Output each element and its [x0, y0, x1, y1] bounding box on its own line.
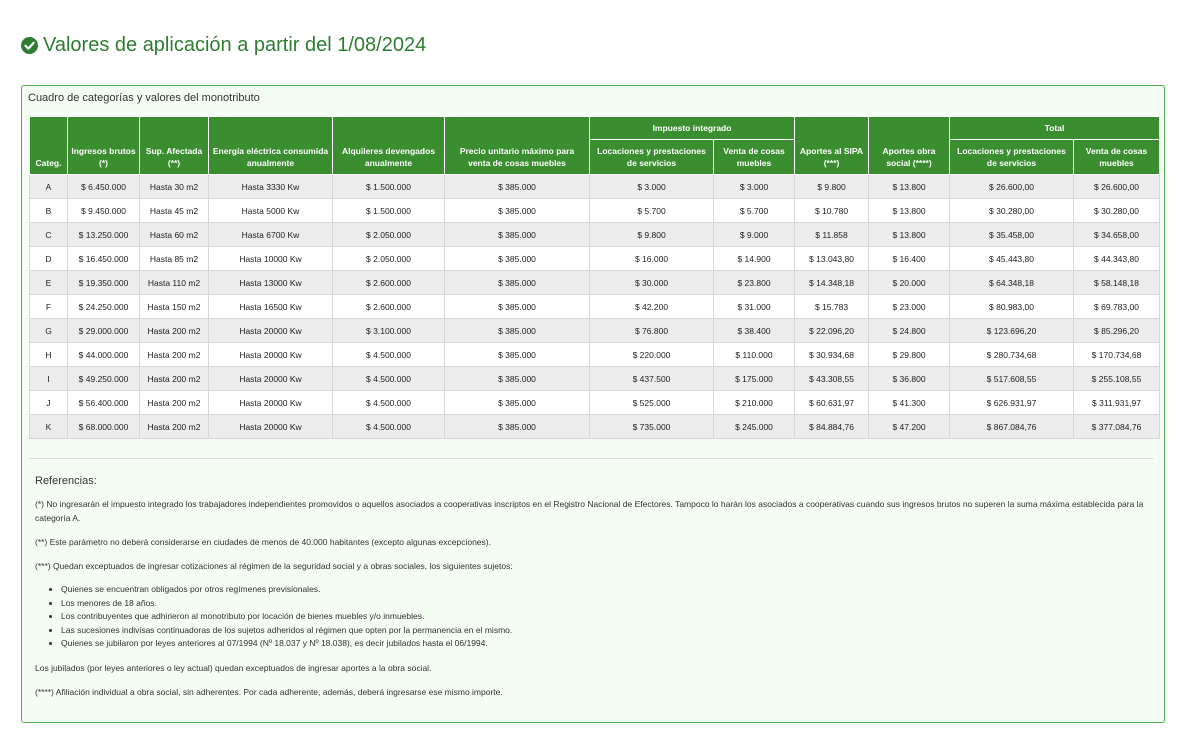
table-cell: $ 84.884,76: [795, 415, 869, 439]
list-item: • Quienes se encuentran obligados por otros regímenes previsionales.: [61, 583, 1147, 597]
table-cell: $ 2.600.000: [333, 271, 445, 295]
list-item: • Los menores de 18 años.: [61, 597, 1147, 611]
list-item: • Quienes se jubilaron por leyes anteriores al 07/1994 (Nº 18.037 y Nº 18.038), es decir jubilados hasta el 06/1994.: [61, 637, 1147, 651]
references-section: [35, 475, 1147, 709]
table-cell: Hasta 45 m2: [140, 199, 209, 223]
table-cell: $ 11.858: [795, 223, 869, 247]
header-categ: Categ.: [30, 117, 68, 175]
table-cell: $ 14.348,18: [795, 271, 869, 295]
table-cell: $ 6.450.000: [68, 175, 140, 199]
table-row: [30, 175, 1160, 199]
table-cell: $ 626.931,97: [950, 391, 1074, 415]
table-cell: $ 13.800: [869, 175, 950, 199]
table-cell: $ 245.000: [714, 415, 795, 439]
header-alquileres: Alquileres devengados anualmente: [333, 117, 445, 175]
table-cell: Hasta 20000 Kw: [209, 391, 333, 415]
table-cell: $ 24.800: [869, 319, 950, 343]
table-cell: $ 85.296,20: [1074, 319, 1160, 343]
table-cell: $ 31.000: [714, 295, 795, 319]
table-cell: $ 9.800: [795, 175, 869, 199]
table-cell: $ 4.500.000: [333, 391, 445, 415]
table-cell: $ 4.500.000: [333, 343, 445, 367]
table-cell: $ 30.280,00: [950, 199, 1074, 223]
table-cell: C: [30, 223, 68, 247]
table-cell: Hasta 3330 Kw: [209, 175, 333, 199]
table-cell: $ 385.000: [445, 175, 590, 199]
table-cell: $ 29.000.000: [68, 319, 140, 343]
table-cell: $ 26.600,00: [950, 175, 1074, 199]
table-cell: Hasta 6700 Kw: [209, 223, 333, 247]
table-cell: $ 13.800: [869, 223, 950, 247]
table-cell: Hasta 20000 Kw: [209, 343, 333, 367]
table-cell: $ 255.108,55: [1074, 367, 1160, 391]
table-cell: $ 36.800: [869, 367, 950, 391]
table-cell: $ 385.000: [445, 367, 590, 391]
table-cell: $ 23.000: [869, 295, 950, 319]
table-cell: E: [30, 271, 68, 295]
table-cell: Hasta 30 m2: [140, 175, 209, 199]
list-item: • Las sucesiones indivisas continuadoras de los sujetos adheridos al régimen que opten por la permanencia en el mismo.: [61, 624, 1147, 638]
table-cell: $ 280.734,68: [950, 343, 1074, 367]
table-cell: $ 385.000: [445, 343, 590, 367]
table-cell: $ 2.600.000: [333, 295, 445, 319]
table-cell: $ 385.000: [445, 319, 590, 343]
table-cell: $ 30.000: [590, 271, 714, 295]
table-cell: $ 4.500.000: [333, 367, 445, 391]
table-cell: $ 385.000: [445, 199, 590, 223]
table-cell: $ 15.783: [795, 295, 869, 319]
table-cell: $ 26.600,00: [1074, 175, 1160, 199]
header-impuesto-venta: Venta de cosas muebles: [714, 140, 795, 175]
header-group-impuesto: Impuesto integrado: [590, 117, 795, 140]
table-cell: $ 517.608,55: [950, 367, 1074, 391]
page-title-text: Valores de aplicación a partir del 1/08/2024: [43, 34, 427, 56]
page-title: [21, 34, 426, 57]
reference-note-1: (*) No ingresarán el impuesto integrado los trabajadores independientes promovidos o aquellos asociados a cooperativas inscriptos en el Registro Nacional de Efectores. Tampoco lo harán los asociados a cooperativas cuando sus ingresos brutos no superen la suma máxima establecida para la categoría A.: [35, 499, 1144, 523]
table-cell: $ 76.800: [590, 319, 714, 343]
list-item: • Los contribuyentes que adhirieron al monotributo por locación de bienes muebles y/o inmuebles.: [61, 610, 1147, 624]
table-cell: $ 1.500.000: [333, 199, 445, 223]
section-divider: [29, 458, 1153, 459]
table-row: [30, 415, 1160, 439]
table-cell: $ 58.148,18: [1074, 271, 1160, 295]
reference-note-4: Los jubilados (por leyes anteriores o ley actual) quedan exceptuados de ingresar aportes a la obra social.: [35, 662, 432, 673]
reference-note-3: (***) Quedan exceptuados de ingresar cotizaciones al régimen de la seguridad social y a obras sociales, los siguientes sujetos:: [35, 561, 513, 571]
table-cell: $ 80.983,00: [950, 295, 1074, 319]
table-cell: $ 64.348,18: [950, 271, 1074, 295]
table-cell: $ 16.000: [590, 247, 714, 271]
table-row: [30, 271, 1160, 295]
table-cell: $ 14.900: [714, 247, 795, 271]
table-cell: Hasta 60 m2: [140, 223, 209, 247]
table-cell: $ 311.931,97: [1074, 391, 1160, 415]
table-cell: $ 13.250.000: [68, 223, 140, 247]
table-cell: A: [30, 175, 68, 199]
table-cell: Hasta 200 m2: [140, 367, 209, 391]
table-cell: $ 2.050.000: [333, 247, 445, 271]
table-cell: Hasta 110 m2: [140, 271, 209, 295]
table-cell: Hasta 13000 Kw: [209, 271, 333, 295]
table-cell: Hasta 20000 Kw: [209, 367, 333, 391]
table-cell: K: [30, 415, 68, 439]
table-cell: Hasta 150 m2: [140, 295, 209, 319]
table-cell: Hasta 200 m2: [140, 343, 209, 367]
table-cell: $ 385.000: [445, 391, 590, 415]
table-cell: $ 110.000: [714, 343, 795, 367]
monotributo-panel: [21, 85, 1165, 723]
table-cell: $ 10.780: [795, 199, 869, 223]
panel-caption: Cuadro de categorías y valores del monotributo: [28, 92, 260, 104]
table-cell: Hasta 5000 Kw: [209, 199, 333, 223]
table-row: [30, 247, 1160, 271]
table-cell: $ 49.250.000: [68, 367, 140, 391]
table-cell: $ 44.343,80: [1074, 247, 1160, 271]
table-cell: $ 30.934,68: [795, 343, 869, 367]
header-superficie: Sup. Afectada (**): [140, 117, 209, 175]
table-cell: $ 3.000: [714, 175, 795, 199]
table-row: [30, 223, 1160, 247]
table-cell: Hasta 20000 Kw: [209, 319, 333, 343]
table-cell: $ 175.000: [714, 367, 795, 391]
table-row: [30, 295, 1160, 319]
table-cell: $ 69.783,00: [1074, 295, 1160, 319]
header-energia: Energía eléctrica consumida anualmente: [209, 117, 333, 175]
table-cell: $ 377.084,76: [1074, 415, 1160, 439]
table-cell: $ 56.400.000: [68, 391, 140, 415]
table-cell: $ 170.734,68: [1074, 343, 1160, 367]
header-group-total: Total: [950, 117, 1160, 140]
table-cell: $ 45.443,80: [950, 247, 1074, 271]
table-cell: $ 867.084,76: [950, 415, 1074, 439]
table-row: [30, 367, 1160, 391]
table-cell: $ 13.043,80: [795, 247, 869, 271]
reference-note-2: (**) Este parámetro no deberá considerarse en ciudades de menos de 40.000 habitantes (excepto algunas excepciones).: [35, 537, 491, 547]
table-cell: $ 41.300: [869, 391, 950, 415]
table-cell: $ 9.800: [590, 223, 714, 247]
table-cell: $ 19.350.000: [68, 271, 140, 295]
table-cell: Hasta 16500 Kw: [209, 295, 333, 319]
table-cell: $ 60.631,97: [795, 391, 869, 415]
table-cell: $ 5.700: [590, 199, 714, 223]
table-cell: $ 4.500.000: [333, 415, 445, 439]
table-cell: $ 735.000: [590, 415, 714, 439]
table-cell: F: [30, 295, 68, 319]
table-cell: B: [30, 199, 68, 223]
table-cell: $ 68.000.000: [68, 415, 140, 439]
table-cell: $ 385.000: [445, 247, 590, 271]
reference-note-5: (****) Afiliación individual a obra social, sin adherentes. Por cada adherente, además, deberá ingresarse ese mismo importe.: [35, 686, 503, 697]
references-heading: Referencias:: [35, 475, 97, 487]
header-obra-social: Aportes obra social (****): [869, 117, 950, 175]
table-cell: Hasta 85 m2: [140, 247, 209, 271]
table-cell: $ 5.700: [714, 199, 795, 223]
header-precio: Precio unitario máximo para venta de cosas muebles: [445, 117, 590, 175]
table-row: [30, 391, 1160, 415]
table-cell: Hasta 200 m2: [140, 391, 209, 415]
table-cell: $ 1.500.000: [333, 175, 445, 199]
table-cell: $ 210.000: [714, 391, 795, 415]
table-cell: D: [30, 247, 68, 271]
header-total-venta: Venta de cosas muebles: [1074, 140, 1160, 175]
table-cell: $ 385.000: [445, 223, 590, 247]
table-cell: $ 2.050.000: [333, 223, 445, 247]
header-sipa: Aportes al SIPA (***): [795, 117, 869, 175]
table-cell: Hasta 10000 Kw: [209, 247, 333, 271]
table-cell: $ 24.250.000: [68, 295, 140, 319]
header-impuesto-locaciones: Locaciones y prestaciones de servicios: [590, 140, 714, 175]
table-row: [30, 319, 1160, 343]
table-cell: $ 44.000.000: [68, 343, 140, 367]
table-cell: Hasta 200 m2: [140, 319, 209, 343]
table-cell: $ 437.500: [590, 367, 714, 391]
table-cell: J: [30, 391, 68, 415]
table-cell: $ 16.400: [869, 247, 950, 271]
header-total-locaciones: Locaciones y prestaciones de servicios: [950, 140, 1074, 175]
table-cell: $ 525.000: [590, 391, 714, 415]
table-cell: $ 42.200: [590, 295, 714, 319]
table-cell: $ 30.280,00: [1074, 199, 1160, 223]
table-cell: $ 3.100.000: [333, 319, 445, 343]
table-cell: $ 38.400: [714, 319, 795, 343]
table-cell: Hasta 20000 Kw: [209, 415, 333, 439]
table-cell: $ 3.000: [590, 175, 714, 199]
check-circle-icon: [21, 37, 38, 54]
table-cell: $ 29.800: [869, 343, 950, 367]
table-cell: I: [30, 367, 68, 391]
table-cell: $ 9.000: [714, 223, 795, 247]
table-row: [30, 343, 1160, 367]
table-cell: $ 385.000: [445, 415, 590, 439]
table-cell: $ 385.000: [445, 271, 590, 295]
table-cell: Hasta 200 m2: [140, 415, 209, 439]
table-cell: $ 23.800: [714, 271, 795, 295]
table-cell: $ 35.458,00: [950, 223, 1074, 247]
table-cell: $ 47.200: [869, 415, 950, 439]
header-ingresos: Ingresos brutos (*): [68, 117, 140, 175]
table-cell: $ 13.800: [869, 199, 950, 223]
table-cell: $ 20.000: [869, 271, 950, 295]
table-cell: $ 385.000: [445, 295, 590, 319]
table-cell: $ 34.658,00: [1074, 223, 1160, 247]
table-cell: $ 220.000: [590, 343, 714, 367]
table-cell: G: [30, 319, 68, 343]
table-row: [30, 199, 1160, 223]
table-cell: H: [30, 343, 68, 367]
categories-table: [29, 116, 1160, 439]
table-cell: $ 43.308,55: [795, 367, 869, 391]
table-cell: $ 123.696,20: [950, 319, 1074, 343]
table-cell: $ 9.450.000: [68, 199, 140, 223]
table-cell: $ 22.096,20: [795, 319, 869, 343]
table-cell: $ 16.450.000: [68, 247, 140, 271]
exemptions-list: [35, 583, 1147, 651]
